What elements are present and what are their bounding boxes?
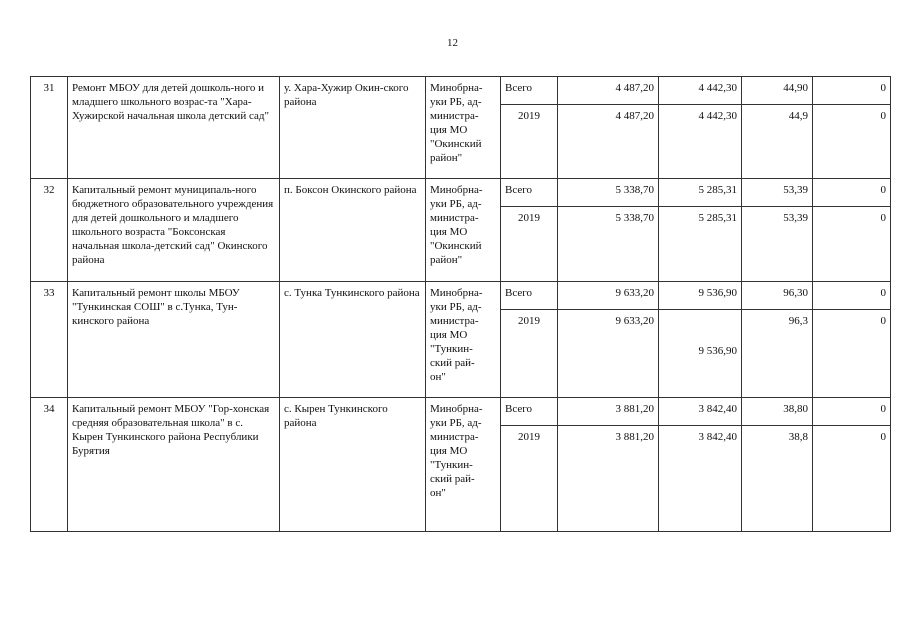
local-amount: 0 <box>813 179 891 207</box>
object-location: с. Кырен Тункинского района <box>280 398 426 532</box>
republic-amount: 38,80 <box>742 398 813 426</box>
republic-amount: 96,3 <box>742 310 813 398</box>
table-row <box>31 398 891 426</box>
object-location: у. Хара-Хужир Окин-ского района <box>280 77 426 179</box>
local-amount: 0 <box>813 426 891 532</box>
total-amount: 5 338,70 <box>558 179 659 207</box>
local-amount: 0 <box>813 282 891 310</box>
object-name: Ремонт МБОУ для детей дошколь-ного и младшего школьного возрас-та "Хара-Хужирской начальная школа детский сад" <box>68 77 280 179</box>
local-amount: 0 <box>813 398 891 426</box>
total-amount: 5 338,70 <box>558 207 659 282</box>
funding-kind: Всего <box>501 77 558 105</box>
federal-amount: 3 842,40 <box>659 398 742 426</box>
republic-amount: 96,30 <box>742 282 813 310</box>
local-amount: 0 <box>813 207 891 282</box>
funding-kind: Всего <box>501 398 558 426</box>
republic-amount: 53,39 <box>742 207 813 282</box>
total-amount: 9 633,20 <box>558 310 659 398</box>
object-name: Капитальный ремонт школы МБОУ "Тункинская СОШ" в с.Тунка, Тун-кинского района <box>68 282 280 398</box>
republic-amount: 44,90 <box>742 77 813 105</box>
funding-year: 2019 <box>501 310 558 398</box>
responsible-org: Минобрна- уки РБ, ад- министра- ция МО "Тункин- ский рай- он" <box>426 398 501 532</box>
total-amount: 3 881,20 <box>558 426 659 532</box>
objects-table <box>30 76 891 532</box>
row-number: 33 <box>31 282 68 398</box>
table-row <box>31 282 891 310</box>
federal-amount: 9 536,90 <box>659 310 742 398</box>
table-row <box>31 179 891 207</box>
funding-year: 2019 <box>501 207 558 282</box>
object-name: Капитальный ремонт муниципаль-ного бюджетного образовательного учреждения для детей дошкольного и младшего школьного возраста "Боксонская начальная школа-детский сад" Окинского района <box>68 179 280 282</box>
federal-amount: 4 442,30 <box>659 105 742 179</box>
federal-amount: 4 442,30 <box>659 77 742 105</box>
row-number: 32 <box>31 179 68 282</box>
republic-amount: 38,8 <box>742 426 813 532</box>
table-row <box>31 77 891 105</box>
object-location: п. Боксон Окинского района <box>280 179 426 282</box>
federal-amount: 5 285,31 <box>659 179 742 207</box>
local-amount: 0 <box>813 105 891 179</box>
funding-kind: Всего <box>501 179 558 207</box>
republic-amount: 44,9 <box>742 105 813 179</box>
total-amount: 4 487,20 <box>558 105 659 179</box>
row-number: 34 <box>31 398 68 532</box>
object-name: Капитальный ремонт МБОУ "Гор-хонская средняя образовательная школа" в с. Кырен Тункинского района Республики Бурятия <box>68 398 280 532</box>
responsible-org: Минобрна- уки РБ, ад- министра- ция МО "Тункин- ский рай- он" <box>426 282 501 398</box>
total-amount: 4 487,20 <box>558 77 659 105</box>
total-amount: 9 633,20 <box>558 282 659 310</box>
funding-kind: Всего <box>501 282 558 310</box>
total-amount: 3 881,20 <box>558 398 659 426</box>
funding-year: 2019 <box>501 105 558 179</box>
federal-amount: 9 536,90 <box>659 282 742 310</box>
local-amount: 0 <box>813 310 891 398</box>
funding-year: 2019 <box>501 426 558 532</box>
object-location: с. Тунка Тункинского района <box>280 282 426 398</box>
responsible-org: Минобрна- уки РБ, ад- министра- ция МО "Окинский район" <box>426 179 501 282</box>
republic-amount: 53,39 <box>742 179 813 207</box>
local-amount: 0 <box>813 77 891 105</box>
page-number: 12 <box>447 37 458 49</box>
row-number: 31 <box>31 77 68 179</box>
responsible-org: Минобрна- уки РБ, ад- министра- ция МО "Окинский район" <box>426 77 501 179</box>
federal-amount: 3 842,40 <box>659 426 742 532</box>
federal-amount: 5 285,31 <box>659 207 742 282</box>
